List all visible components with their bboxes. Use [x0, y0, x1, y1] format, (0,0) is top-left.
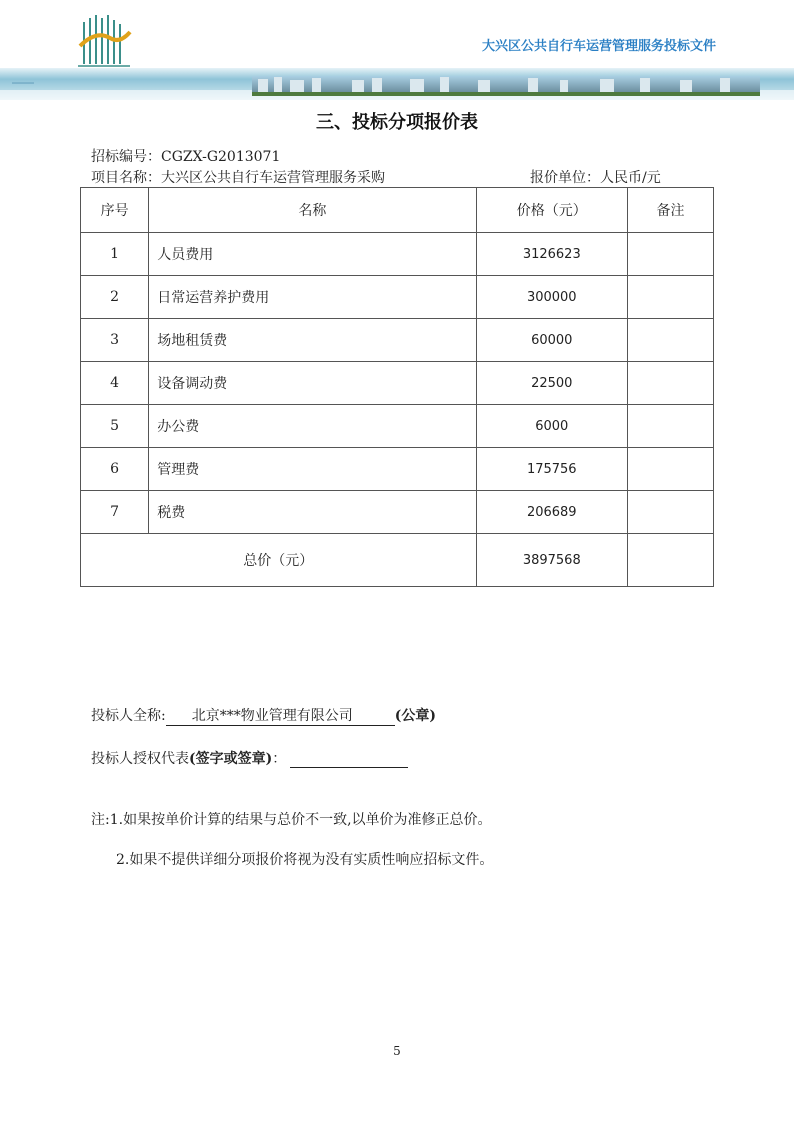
col-header-price: 价格（元） — [476, 188, 628, 233]
row-no: 5 — [81, 405, 149, 448]
note-2: 2.如果不提供详细分项报价将视为没有实质性响应招标文件。 — [116, 852, 494, 868]
row-price: 60000 — [476, 319, 628, 362]
row-name: 日常运营养护费用 — [149, 276, 476, 319]
quote-table — [80, 187, 714, 587]
header-doc-title: 大兴区公共自行车运营管理服务投标文件 — [481, 39, 716, 54]
row-price: 175756 — [476, 448, 628, 491]
total-price: 3897568 — [476, 534, 628, 587]
price-unit: 报价单位：人民币/元 — [530, 170, 661, 186]
representative-line — [91, 748, 408, 768]
note-1: 注:1.如果按单价计算的结果与总价不一致,以单价为准修正总价。 — [91, 812, 492, 828]
rep-label: 投标人授权代表 — [91, 751, 189, 767]
total-note — [628, 534, 714, 587]
table-row — [81, 233, 714, 276]
row-name: 场地租赁费 — [149, 319, 476, 362]
page-number: 5 — [393, 1044, 401, 1058]
bidder-label: 投标人全称: — [91, 708, 166, 724]
col-header-note: 备注 — [628, 188, 714, 233]
row-no: 4 — [81, 362, 149, 405]
row-no: 7 — [81, 491, 149, 534]
rep-colon: ： — [272, 751, 287, 767]
seal-text: (公章) — [394, 708, 436, 724]
row-price: 300000 — [476, 276, 628, 319]
page-title: 三、投标分项报价表 — [316, 112, 478, 133]
row-no: 1 — [81, 233, 149, 276]
col-header-name: 名称 — [149, 188, 476, 233]
row-note — [628, 448, 714, 491]
row-name: 人员费用 — [149, 233, 476, 276]
rep-sign-label: (签字或签章) — [189, 751, 273, 767]
row-price: 22500 — [476, 362, 628, 405]
row-name: 管理费 — [149, 448, 476, 491]
table-row — [81, 448, 714, 491]
col-header-no: 序号 — [81, 188, 149, 233]
row-note — [628, 319, 714, 362]
row-note — [628, 405, 714, 448]
row-no: 2 — [81, 276, 149, 319]
bid-number: 招标编号：CGZX-G2013071 — [91, 149, 281, 165]
row-note — [628, 362, 714, 405]
table-row — [81, 276, 714, 319]
table-row — [81, 491, 714, 534]
row-name: 税费 — [149, 491, 476, 534]
rep-sign-blank — [290, 751, 408, 768]
row-name: 办公费 — [149, 405, 476, 448]
bidder-name: 北京***物业管理有限公司 — [166, 705, 395, 726]
row-name: 设备调动费 — [149, 362, 476, 405]
row-price: 3126623 — [476, 233, 628, 276]
row-note — [628, 491, 714, 534]
row-price: 206689 — [476, 491, 628, 534]
total-row — [81, 534, 714, 587]
row-no: 3 — [81, 319, 149, 362]
row-note — [628, 276, 714, 319]
row-price: 6000 — [476, 405, 628, 448]
table-header-row — [81, 188, 714, 233]
table-row — [81, 405, 714, 448]
header-banner — [0, 68, 794, 100]
total-label: 总价（元） — [81, 534, 477, 587]
row-note — [628, 233, 714, 276]
bidder-line — [91, 705, 436, 726]
row-no: 6 — [81, 448, 149, 491]
table-row — [81, 362, 714, 405]
table-row — [81, 319, 714, 362]
company-logo — [76, 12, 132, 68]
project-name: 项目名称：大兴区公共自行车运营管理服务采购 — [91, 170, 385, 186]
